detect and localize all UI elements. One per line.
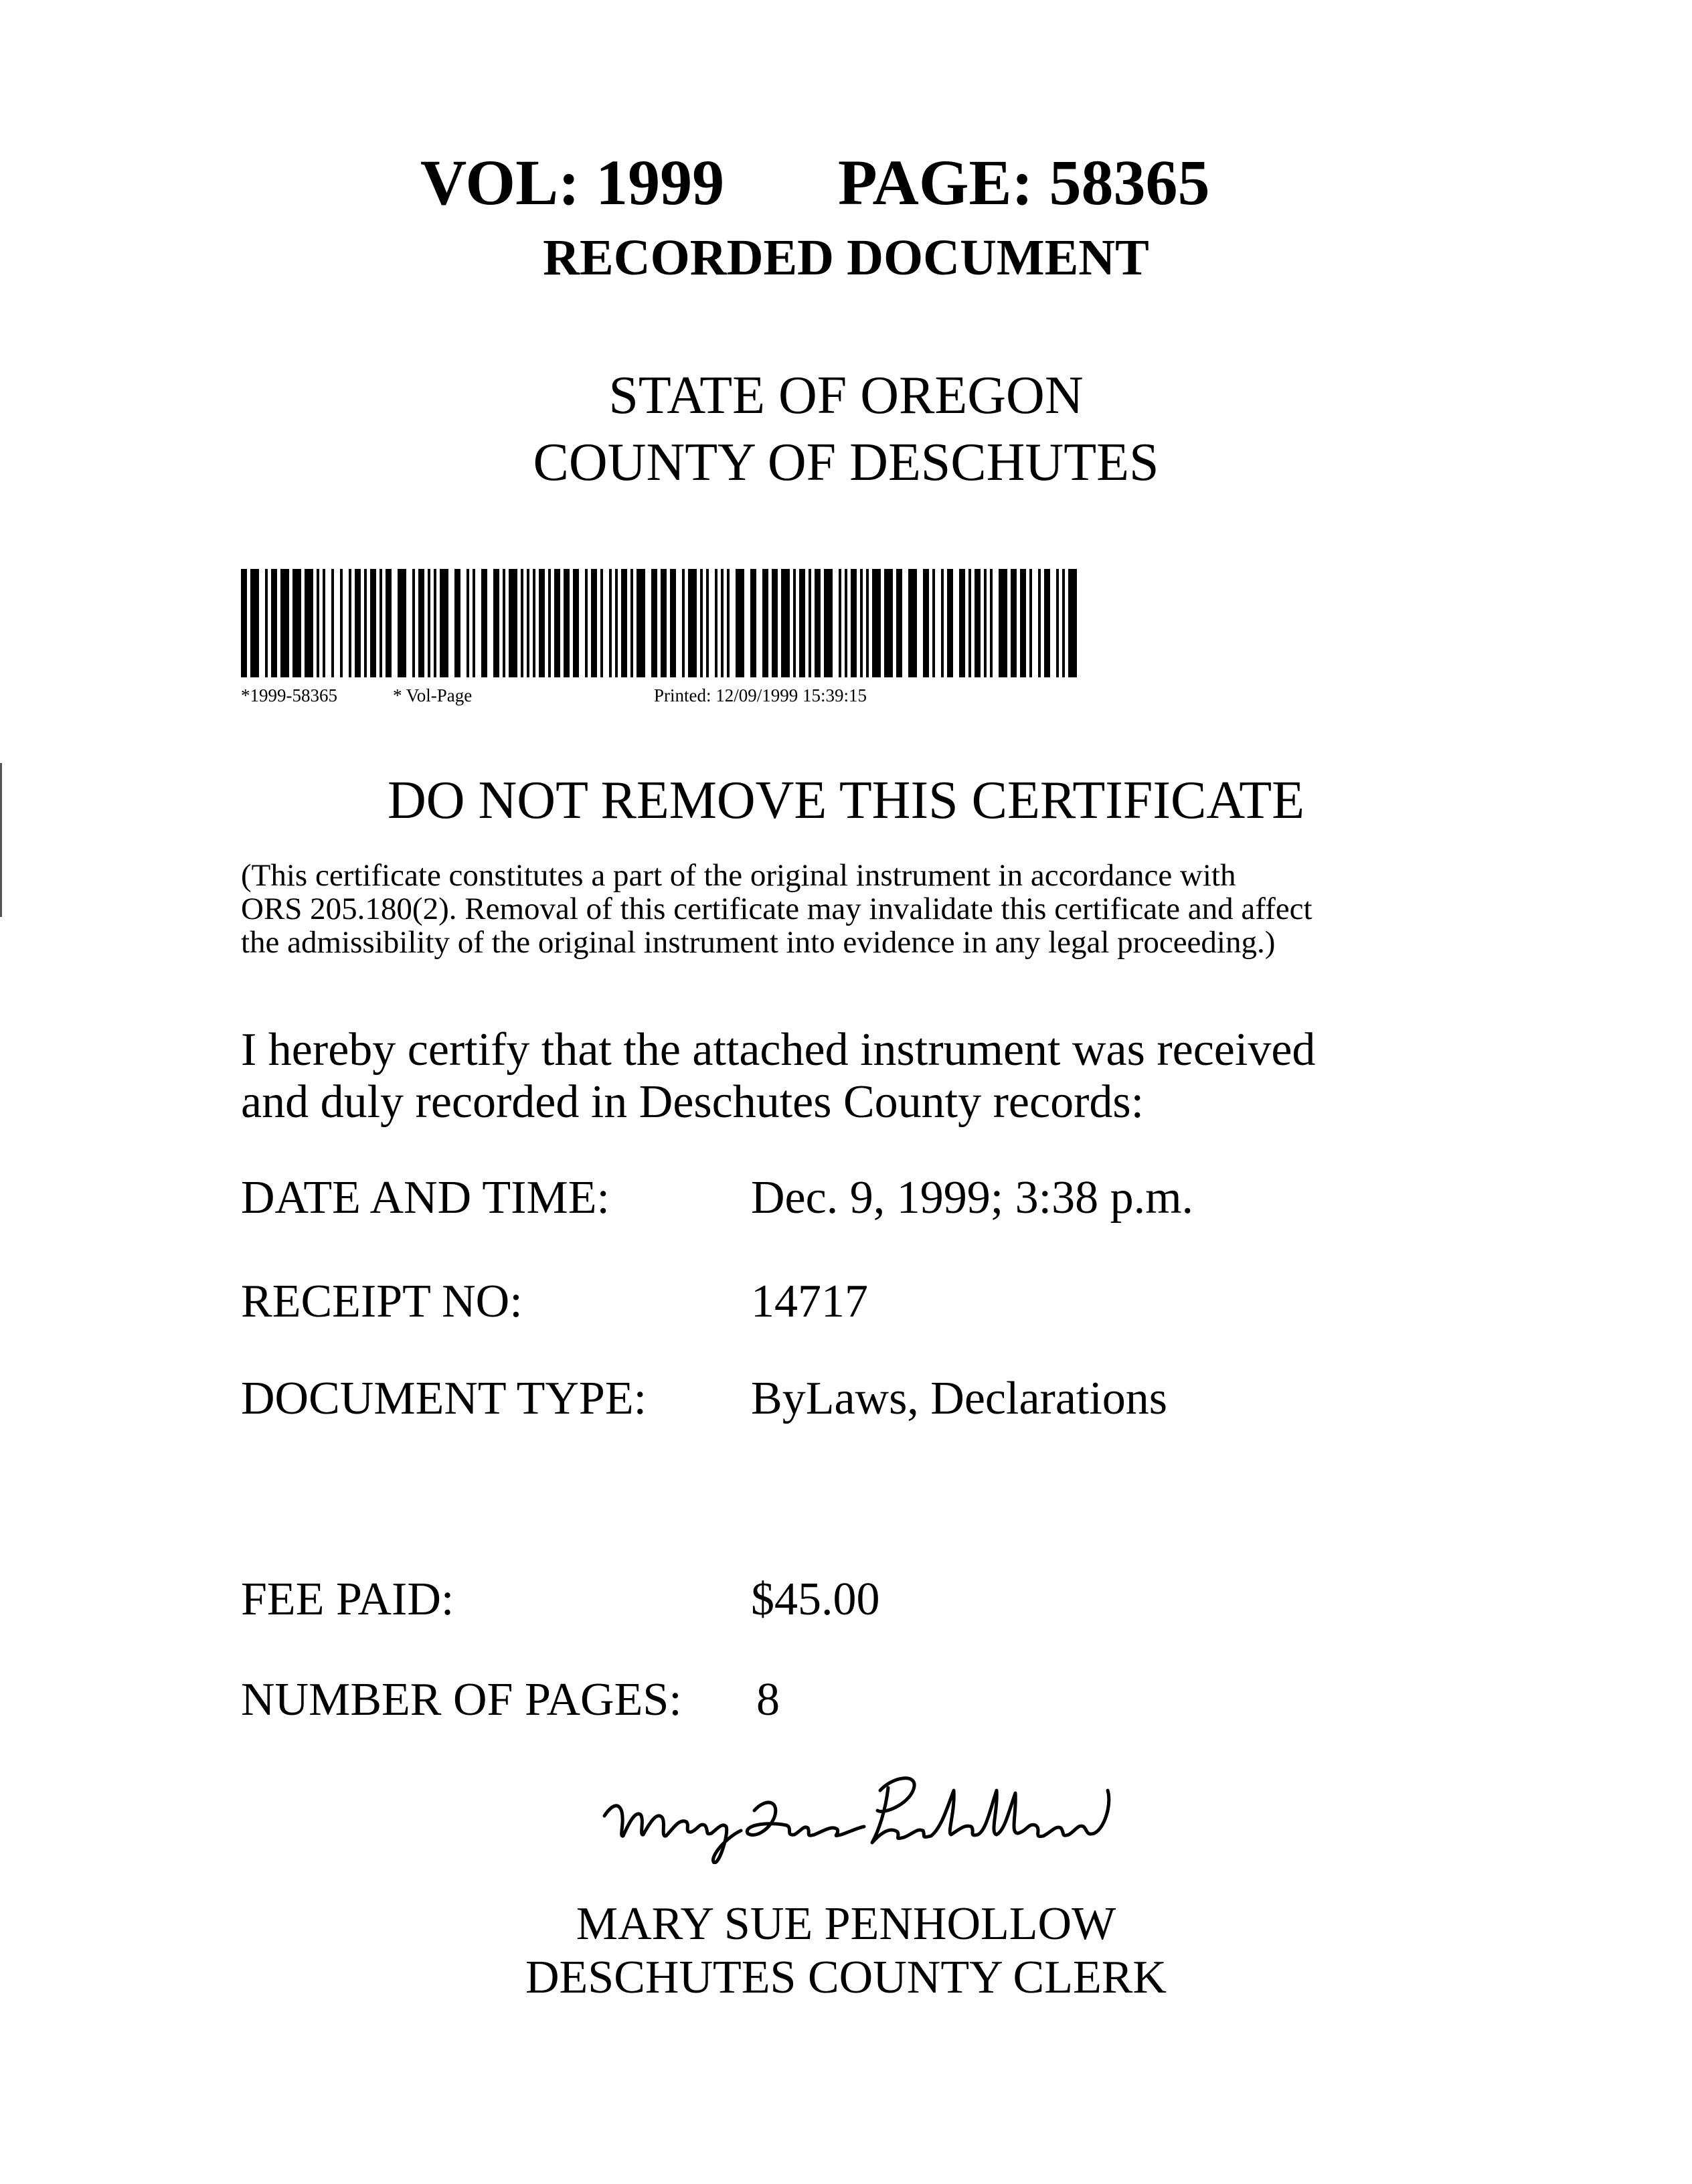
clerk-title: DESCHUTES COUNTY CLERK [525, 1952, 1167, 2003]
barcode-bar [984, 569, 987, 677]
barcode-bar [860, 569, 863, 677]
barcode-bar [621, 569, 627, 677]
barcode-bar [265, 569, 268, 677]
barcode-bar [434, 569, 436, 677]
fee-paid-label: FEE PAID: [241, 1574, 454, 1625]
clerk-name: MARY SUE PENHOLLOW [576, 1898, 1116, 1950]
barcode-bar [573, 569, 579, 677]
barcode-bar [521, 569, 523, 677]
barcode-bar [651, 569, 657, 677]
receipt-number-label: RECEIPT NO: [241, 1276, 523, 1327]
barcode-bar [1056, 569, 1059, 677]
barcode-bar [355, 569, 361, 677]
barcode-image [241, 569, 1079, 677]
warning-line: ORS 205.180(2). Removal of this certificate may invalidate this certificate and affect [241, 892, 1313, 926]
barcode-bar [591, 569, 597, 677]
barcode-bar [896, 569, 902, 677]
barcode-bar [715, 569, 717, 677]
barcode-bar [548, 569, 551, 677]
receipt-number-value: 14717 [751, 1276, 868, 1327]
barcode-bar [370, 569, 376, 677]
barcode-bar [539, 569, 545, 677]
barcode-bar [1038, 569, 1041, 677]
barcode-bar [990, 569, 993, 677]
barcode-bar [379, 569, 382, 677]
barcode-bar [418, 569, 424, 677]
document-type-label: DOCUMENT TYPE: [241, 1373, 647, 1424]
barcode-bar [700, 569, 703, 677]
barcode-bar [968, 569, 971, 677]
barcode-bar [630, 569, 633, 677]
barcode-bar [609, 569, 612, 677]
barcode-bar [412, 569, 415, 677]
barcode-bar [750, 569, 756, 677]
barcode-bar [527, 569, 529, 677]
barcode-bar [799, 569, 805, 677]
state-name: STATE OF OREGON [608, 366, 1084, 425]
barcode-bar [736, 569, 744, 677]
barcode-bar [815, 569, 821, 677]
barcode-bar [884, 569, 893, 677]
document-type-value: ByLaws, Declarations [751, 1373, 1168, 1424]
barcode-bar [851, 569, 857, 677]
barcode-bar [1068, 569, 1077, 677]
barcode-bar [932, 569, 935, 677]
barcode-id-text: *1999-58365 [241, 685, 337, 705]
page-number: PAGE: 58365 [838, 147, 1210, 218]
clerk-signature [599, 1764, 1121, 1864]
fee-paid-value: $45.00 [751, 1574, 880, 1625]
barcode-bar [509, 569, 517, 677]
barcode-bar [1011, 569, 1017, 677]
barcode-bar [866, 569, 869, 677]
barcode-bar [364, 569, 367, 677]
barcode-bar [292, 569, 301, 677]
barcode-bar [467, 569, 469, 677]
barcode-bar [331, 569, 334, 677]
barcode-bar [585, 569, 588, 677]
barcode-bar [670, 569, 676, 677]
barcode-type-text: * Vol-Page [393, 685, 473, 705]
barcode-bar [554, 569, 560, 677]
date-time-label: DATE AND TIME: [241, 1172, 610, 1224]
certification-line: and duly recorded in Deschutes County records: [241, 1076, 1145, 1128]
barcode-bar [839, 569, 841, 677]
scan-edge-mark [0, 763, 2, 917]
barcode-bar [923, 569, 929, 677]
barcode-bar [473, 569, 475, 677]
barcode-bar [824, 569, 833, 677]
barcode-bar [975, 569, 981, 677]
barcode-bar [845, 569, 847, 677]
barcode-bar [428, 569, 430, 677]
barcode-bar [600, 569, 603, 677]
barcode-bar [1029, 569, 1032, 677]
barcode-bar [793, 569, 796, 677]
barcode-bar [1020, 569, 1026, 677]
barcode-bar [706, 569, 709, 677]
barcode-bar [349, 569, 351, 677]
barcode-bar [340, 569, 343, 677]
volume-number: VOL: 1999 [420, 147, 725, 218]
barcode-bar [503, 569, 505, 677]
barcode-bar [959, 569, 965, 677]
barcode-bar [688, 569, 697, 677]
barcode-bar [637, 569, 645, 677]
warning-title: DO NOT REMOVE THIS CERTIFICATE [387, 771, 1305, 830]
barcode-bar [615, 569, 618, 677]
barcode-bar [564, 569, 570, 677]
barcode-bar [908, 569, 917, 677]
barcode-bar [872, 569, 881, 677]
barcode-bar [323, 569, 325, 677]
county-name: COUNTY OF DESCHUTES [533, 433, 1159, 492]
recorded-document-title: RECORDED DOCUMENT [543, 230, 1149, 286]
date-time-value: Dec. 9, 1999; 3:38 p.m. [751, 1172, 1194, 1224]
warning-line: (This certificate constitutes a part of the original instrument in accordance with [241, 858, 1236, 893]
barcode-bar [280, 569, 289, 677]
barcode-bar [454, 569, 460, 677]
number-of-pages-value: 8 [756, 1674, 780, 1726]
barcode-printed-timestamp: Printed: 12/09/1999 15:39:15 [654, 685, 867, 705]
barcode-bar [386, 569, 392, 677]
barcode-bar [440, 569, 448, 677]
barcode-bar [271, 569, 277, 677]
barcode-bar [481, 569, 487, 677]
barcode-bar [727, 569, 730, 677]
barcode-bar [947, 569, 953, 677]
barcode-bar [317, 569, 319, 677]
barcode-bar [305, 569, 313, 677]
barcode-bar [1044, 569, 1050, 677]
barcode-bar [772, 569, 778, 677]
barcode-bar [809, 569, 811, 677]
barcode-bar [250, 569, 259, 677]
certification-line: I hereby certify that the attached instrument was received [241, 1024, 1316, 1076]
barcode-bar [941, 569, 944, 677]
barcode-bar [493, 569, 499, 677]
warning-line: the admissibility of the original instrument into evidence in any legal proceeding.) [241, 925, 1276, 960]
barcode-bar [762, 569, 768, 677]
barcode-bar [661, 569, 667, 677]
barcode-bar [999, 569, 1007, 677]
barcode-bar [721, 569, 724, 677]
certification-statement [241, 1024, 1315, 1128]
barcode-bar [781, 569, 790, 677]
barcode-bar [398, 569, 406, 677]
barcode-bar [533, 569, 535, 677]
warning-notice [241, 859, 1472, 959]
number-of-pages-label: NUMBER OF PAGES: [241, 1674, 682, 1726]
barcode-bar [682, 569, 685, 677]
barcode-bar [241, 569, 247, 677]
barcode-bar [1062, 569, 1065, 677]
